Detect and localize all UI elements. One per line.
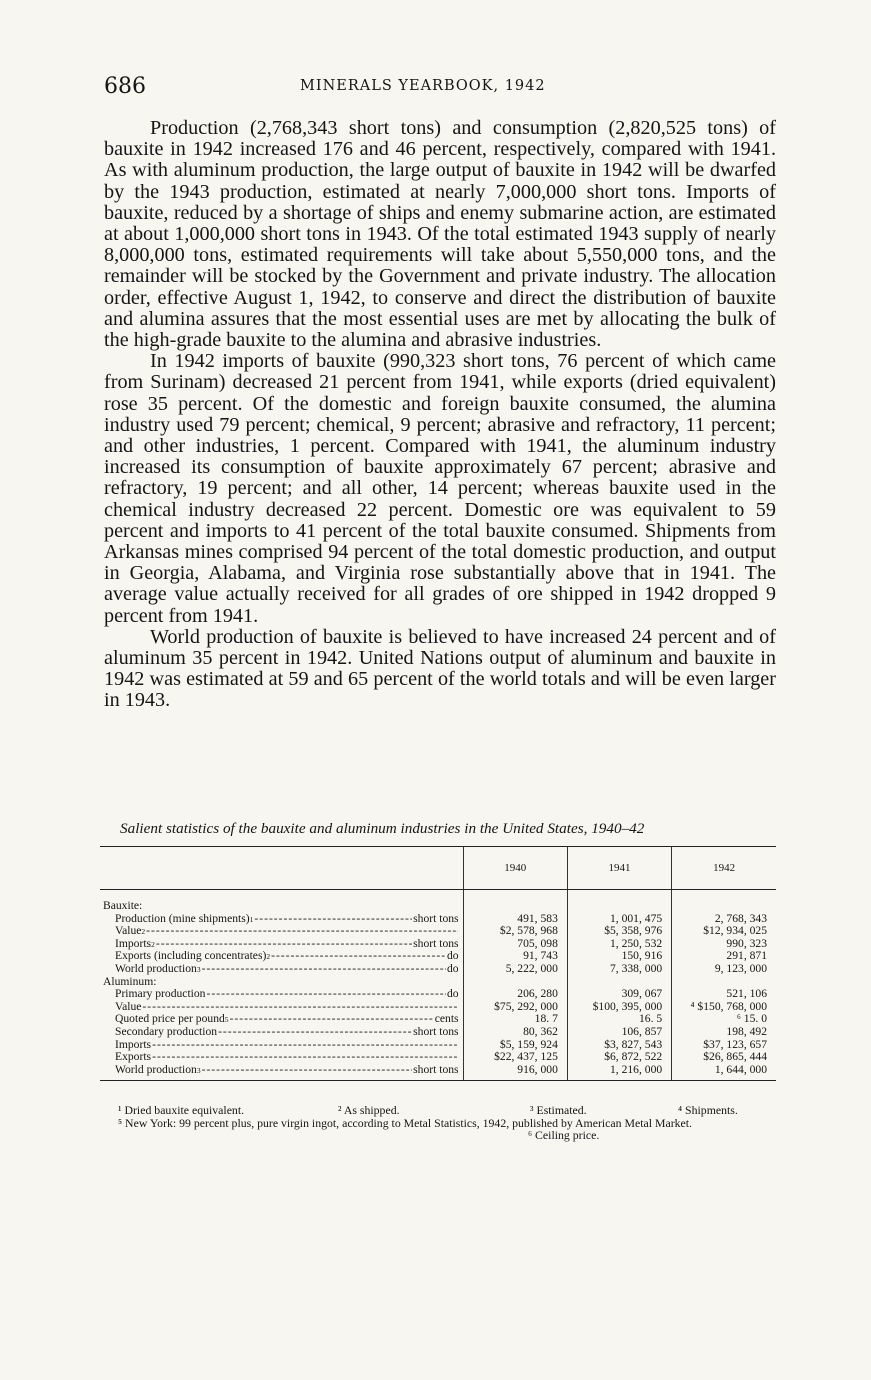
cell-1942: 990, 323 (672, 938, 776, 951)
cell-1942: 9, 123, 000 (672, 963, 776, 976)
cell-1942: 291, 871 (672, 950, 776, 963)
row-label: Exports (including concentrates) (115, 950, 267, 963)
paragraph-2: In 1942 imports of bauxite (990,323 short tons, 76 percent of which came from Surinam) decreased 21 percent from 1941, while exports (dried equivalent) rose 35 percent. Of the domestic and foreign bauxite consumed, the alumina industry used 79 percent; chemical, 9 percent; abrasive and refractory, 11 percent; and other industries, 1 percent. Compared with 1941, the aluminum industry increased its consumption of bauxite approximately 67 percent; abrasive and refractory, 19 percent; and all other, 14 percent; whereas bauxite used in the chemical industry decreased 22 percent. Domestic ore was equivalent to 59 percent and imports to 41 percent of the total bauxite consumed. Shipments from Arkansas mines comprised 94 percent of the total domestic production, and output in Georgia, Alabama, and Virginia rose substantially above that in 1941. The average value actually received for all grades of ore shipped in 1942 dropped 9 percent from 1941. (104, 350, 776, 627)
body-text (104, 118, 776, 712)
row-label: Imports (115, 1038, 152, 1051)
table-row (100, 1051, 776, 1064)
cell-1940: $2, 578, 968 (463, 925, 567, 938)
cell-1941: 309, 067 (567, 988, 671, 1001)
cell-1940: 91, 743 (463, 950, 567, 963)
column-header-1942: 1942 (672, 847, 776, 890)
table-row (100, 1026, 776, 1039)
table-row: World production 3 ----- do 5, 222, 000 7, 338, 000 9, 123, 000 (100, 963, 776, 976)
paragraph-3: World production of bauxite is believed to have increased 24 percent and of aluminum 35 percent in 1942. United Nations output of aluminum and bauxite in 1942 was estimated at 59 and 65 percent of the world totals and will be even larger in 1943. (104, 625, 776, 712)
leader-dots (152, 1051, 457, 1064)
cell-1940: $75, 292, 000 (463, 1001, 567, 1014)
row-unit: short tons (413, 937, 459, 950)
row-label: Secondary production (115, 1025, 218, 1038)
row-unit: short tons (413, 1025, 459, 1038)
cell-1940: $22, 437, 125 (463, 1051, 567, 1064)
leader-dots (271, 950, 446, 963)
cell-1941: 150, 916 (567, 950, 671, 963)
leader-dots (202, 1064, 413, 1077)
footnotes (104, 1104, 776, 1142)
cell-1941: 16. 5 (567, 1013, 671, 1026)
cell-1942: $37, 123, 657 (672, 1039, 776, 1052)
table-row (100, 1039, 776, 1052)
salient-statistics-table (100, 846, 776, 1081)
table-row: Value 2 ----- $2, 578, 968 $5, 358, 976 $12, 934, 025 (100, 925, 776, 938)
row-label: Value (115, 1000, 142, 1013)
paragraph-1: Production (2,768,343 short tons) and consumption (2,820,525 tons) of bauxite in 1942 increased 176 and 46 percent, respectively, compared with 1941. As with aluminum production, the large output of bauxite in 1942 will be dwarfed by the 1943 production, estimated at nearly 7,000,000 short tons. Imports of bauxite, reduced by a shortage of ships and enemy submarine action, are estimated at about 1,000,000 short tons in 1943. Of the total estimated 1943 supply of nearly 8,000,000 tons, estimated requirements will take about 5,550,000 tons, and the remainder will be stocked by the Government and private industry. The allocation order, effective August 1, 1942, to conserve and direct the distribution of bauxite and alumina assures that the most essential uses are met by allocating the bulk of the high-grade bauxite to the alumina and abrasive industries. (104, 117, 776, 352)
cell-1942: 2, 768, 343 (672, 913, 776, 926)
row-label: Exports (115, 1051, 152, 1064)
leader-dots (156, 938, 412, 951)
column-header-1941: 1941 (567, 847, 671, 890)
cell-1942: 1, 644, 000 (672, 1064, 776, 1081)
leader-dots (142, 1001, 457, 1014)
row-label: World production (115, 1063, 197, 1076)
cell-1941: 1, 250, 532 (567, 938, 671, 951)
row-unit: cents (434, 1013, 459, 1026)
row-label: Imports (115, 937, 152, 950)
row-unit: short tons (413, 1063, 459, 1076)
cell-1941: $6, 872, 522 (567, 1051, 671, 1064)
leader-dots (202, 963, 446, 976)
cell-1940: 18. 7 (463, 1013, 567, 1026)
row-label: Primary production (115, 988, 206, 1001)
footnote-6: ⁶ Ceiling price. (528, 1128, 600, 1143)
cell-1941: 1, 001, 475 (567, 913, 671, 926)
leader-dots (254, 913, 412, 926)
table-row: Production (mine shipments) 1 ----- short tons 491, 583 1, 001, 475 2, 768, 343 (100, 913, 776, 926)
running-title: MINERALS YEARBOOK, 1942 (300, 78, 546, 94)
cell-1942: $12, 934, 025 (672, 925, 776, 938)
row-label: Quoted price per pound (115, 1013, 225, 1026)
section-heading: Aluminum: (103, 975, 157, 988)
leader-dots (152, 1039, 457, 1052)
table-body (100, 890, 776, 1081)
table-title: Salient statistics of the bauxite and aluminum industries in the United States, 1940–42 (120, 820, 645, 837)
footnote-3: ³ Estimated. (530, 1103, 587, 1117)
cell-1940: 206, 280 (463, 988, 567, 1001)
footnote-1: ¹ Dried bauxite equivalent. (118, 1103, 245, 1117)
table-row (100, 988, 776, 1001)
cell-1941: 106, 857 (567, 1026, 671, 1039)
cell-1942: 198, 492 (672, 1026, 776, 1039)
cell-1940: 5, 222, 000 (463, 963, 567, 976)
section-heading-row (100, 900, 776, 913)
row-label: World production (115, 962, 197, 975)
row-label: Value (115, 925, 142, 938)
table-row: Imports 2 ----- short tons 705, 098 1, 250, 532 990, 323 (100, 938, 776, 951)
table-row: World production 3 ----- short tons 916, 000 1, 216, 000 1, 644, 000 (100, 1064, 776, 1081)
leader-dots (206, 988, 445, 1001)
row-unit: do (446, 950, 459, 963)
cell-1942: 521, 106 (672, 988, 776, 1001)
leader-dots (218, 1026, 412, 1039)
table-row (100, 1001, 776, 1014)
cell-1940: 916, 000 (463, 1064, 567, 1081)
cell-1940: 705, 098 (463, 938, 567, 951)
footnote-2: ² As shipped. (338, 1103, 400, 1117)
section-heading-row (100, 976, 776, 989)
leader-dots (230, 1013, 434, 1026)
section-heading: Bauxite: (103, 900, 143, 912)
footnote-row-1 (104, 1104, 776, 1117)
row-unit: short tons (413, 912, 459, 925)
table-row: Exports (including concentrates) 2 ----- do 91, 743 150, 916 291, 871 (100, 950, 776, 963)
table-header-row (100, 847, 776, 890)
cell-1942: ⁶ 15. 0 (672, 1013, 776, 1026)
column-header-1940: 1940 (463, 847, 567, 890)
cell-1942: $26, 865, 444 (672, 1051, 776, 1064)
row-unit: do (446, 962, 459, 975)
row-unit: do (446, 988, 459, 1001)
cell-1941: $3, 827, 543 (567, 1039, 671, 1052)
cell-1941: $5, 358, 976 (567, 925, 671, 938)
page-number: 686 (104, 74, 146, 99)
leader-dots (146, 925, 457, 938)
cell-1940: 491, 583 (463, 913, 567, 926)
cell-1941: $100, 395, 000 (567, 1001, 671, 1014)
row-label: Production (mine shipments) (115, 912, 250, 925)
table-row: Quoted price per pound 5 ----- cents 18. 7 16. 5 ⁶ 15. 0 (100, 1013, 776, 1026)
cell-1941: 7, 338, 000 (567, 963, 671, 976)
cell-1940: 80, 362 (463, 1026, 567, 1039)
cell-1940: $5, 159, 924 (463, 1039, 567, 1052)
footnote-4: ⁴ Shipments. (678, 1103, 738, 1117)
cell-1941: 1, 216, 000 (567, 1064, 671, 1081)
cell-1942: ⁴ $150, 768, 000 (672, 1001, 776, 1014)
header-blank (100, 847, 463, 890)
footnote-5: ⁵ New York: 99 percent plus, pure virgin ingot, according to Metal Statistics, 1942, published by American Metal Market. (118, 1115, 692, 1130)
